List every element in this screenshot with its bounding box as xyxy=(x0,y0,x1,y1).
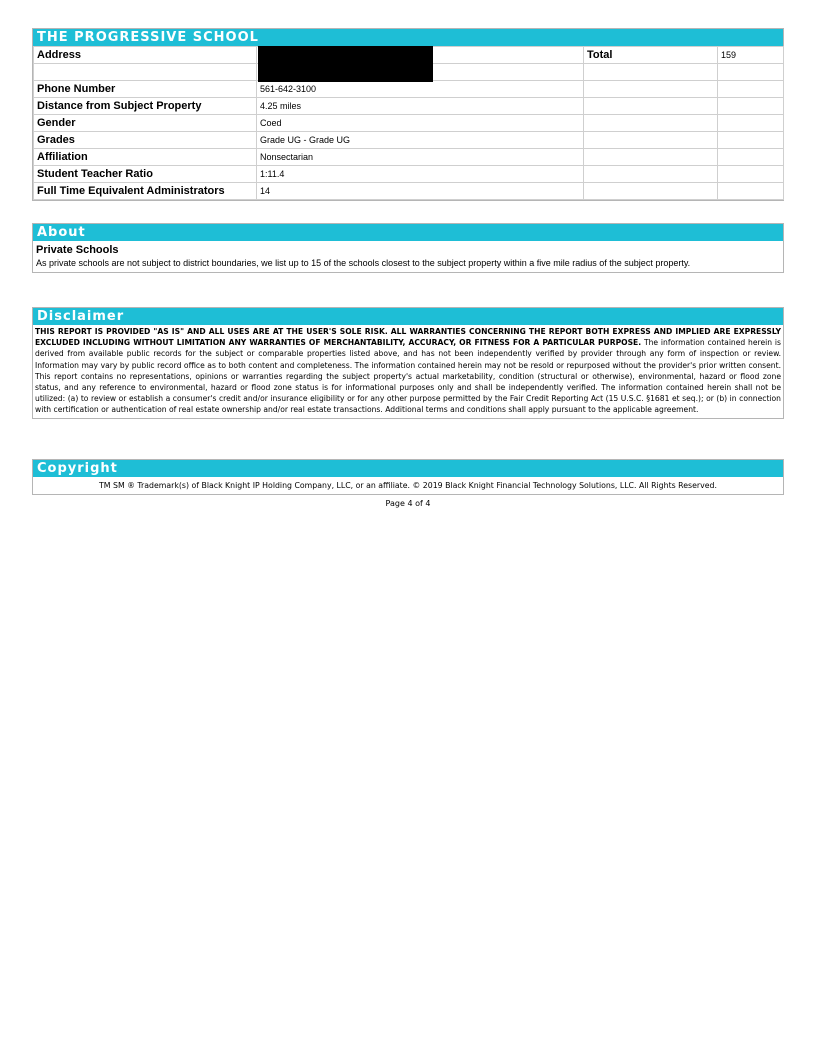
row-col3 xyxy=(584,166,718,183)
row-label: Grades xyxy=(34,132,257,149)
row-label: Affiliation xyxy=(34,149,257,166)
row-value: Nonsectarian xyxy=(257,149,584,166)
row-col4 xyxy=(718,166,784,183)
row-col4 xyxy=(718,183,784,200)
table-row xyxy=(34,132,784,149)
row-value: Coed xyxy=(257,115,584,132)
row-value: 1:11.4 xyxy=(257,166,584,183)
row-col3: Total xyxy=(584,47,718,64)
row-col3 xyxy=(584,64,718,81)
row-col3 xyxy=(584,132,718,149)
copyright-section xyxy=(32,459,784,495)
row-label: Phone Number xyxy=(34,81,257,98)
row-col4 xyxy=(718,81,784,98)
about-text: As private schools are not subject to district boundaries, we list up to 15 of the schools closest to the subject property within a five mile radius of the subject property. xyxy=(36,258,691,268)
table-row xyxy=(34,183,784,200)
row-col3 xyxy=(584,149,718,166)
row-col3 xyxy=(584,98,718,115)
row-col4: 159 xyxy=(718,47,784,64)
row-label: Address xyxy=(34,47,257,64)
row-col4 xyxy=(718,132,784,149)
disclaimer-section xyxy=(32,307,784,419)
row-value: 14 xyxy=(257,183,584,200)
row-label xyxy=(34,64,257,81)
row-label: Full Time Equivalent Administrators xyxy=(34,183,257,200)
table-row xyxy=(34,98,784,115)
disclaimer-text: The information contained herein is derived from available public records for the subject or comparable properties listed above, and has not been independently verified by provider through any form of inspection or review. Information may vary by public record office as to both content and completeness. The information contained herein may not be resold or repurposed without the provider's prior written consent. This report contains no representations, opinions or warranties regarding the subject property's actual marketability, condition (structural or otherwise), environmental, hazard or flood zone status, and any reference to environmental, hazard or flood zone status is for informational purposes only and shall be independently verified. The information contained herein shall not be utilized: (a) to review or establish a consumer's credit and/or insurance eligibility or for any other purpose permitted by the Fair Credit Reporting Act (15 U.S.C. §1681 et seq.); or (b) in connection with certification or authentication of real estate ownership and/or real estate transactions. Additional terms and conditions shall apply pursuant to the applicable agreement. xyxy=(35,338,781,415)
about-section xyxy=(32,223,784,273)
disclaimer-bold-text: THIS REPORT IS PROVIDED "AS IS" AND ALL USES ARE AT THE USER'S SOLE RISK. ALL WARRANTIES CONCERNING THE REPORT BOTH EXPRESS AND IMPLIED ARE EXPRESSLY EXCLUDED INCLUDING WITHOUT LIMITATION ANY WARRANTIES OF MERCHANTABILITY, ACCURACY, OR FITNESS FOR A PARTICULAR PURPOSE. xyxy=(35,327,781,348)
row-value: 4.25 miles xyxy=(257,98,584,115)
copyright-text: TM SM ® Trademark(s) of Black Knight IP Holding Company, LLC, or an affiliate. © 2019 Black Knight Financial Technology Solutions, LLC. All Rights Reserved. xyxy=(99,481,717,490)
school-title: THE PROGRESSIVE SCHOOL xyxy=(33,29,783,46)
row-label: Gender xyxy=(34,115,257,132)
row-col3 xyxy=(584,81,718,98)
row-value: Grade UG - Grade UG xyxy=(257,132,584,149)
table-row xyxy=(34,115,784,132)
row-col4 xyxy=(718,149,784,166)
row-col4 xyxy=(718,115,784,132)
row-col4 xyxy=(718,98,784,115)
row-col4 xyxy=(718,64,784,81)
table-row xyxy=(34,166,784,183)
row-col3 xyxy=(584,115,718,132)
row-label: Student Teacher Ratio xyxy=(34,166,257,183)
about-subtitle: Private Schools xyxy=(36,244,119,256)
copyright-title: Copyright xyxy=(33,460,783,477)
table-row xyxy=(34,149,784,166)
disclaimer-title: Disclaimer xyxy=(33,308,783,325)
row-label: Distance from Subject Property xyxy=(34,98,257,115)
about-title: About xyxy=(33,224,783,241)
table-row xyxy=(34,81,784,98)
page-number: Page 4 of 4 xyxy=(385,499,431,508)
disclaimer-body xyxy=(33,325,783,418)
row-col3 xyxy=(584,183,718,200)
redacted-address xyxy=(258,46,433,82)
row-value: 561-642-3100 xyxy=(257,81,584,98)
